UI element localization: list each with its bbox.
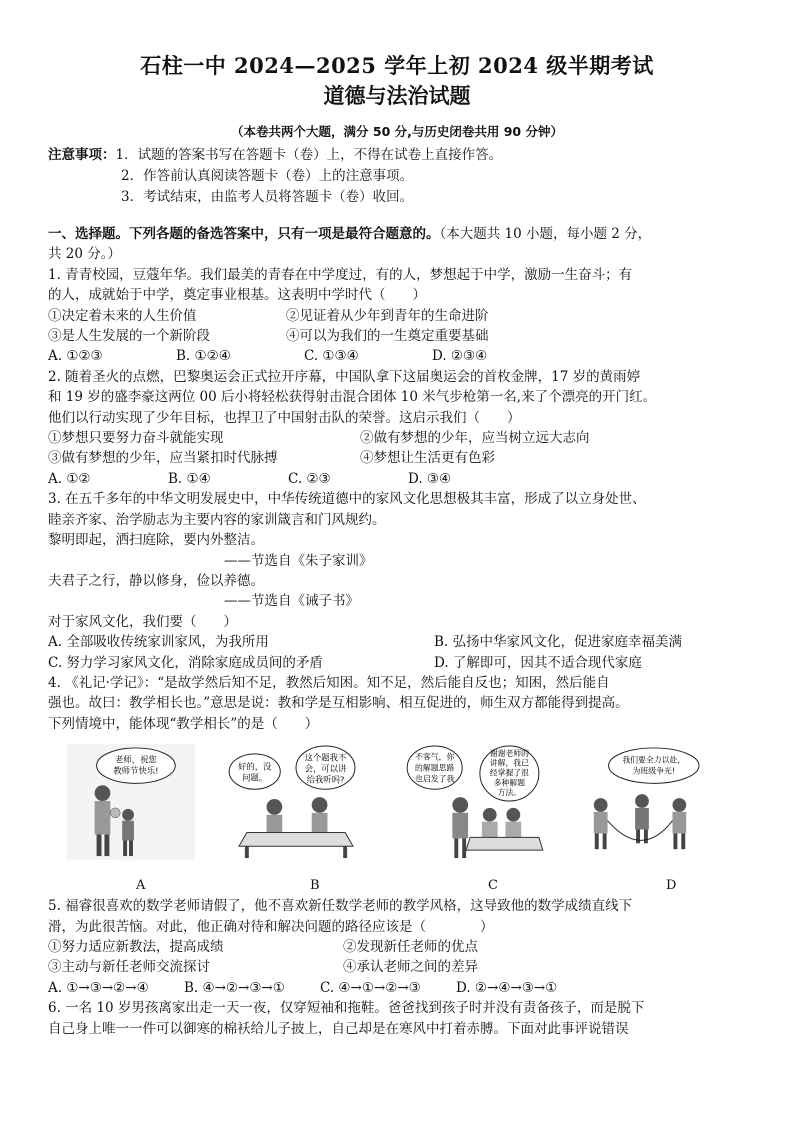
bubble-text: 的解题思路	[415, 763, 455, 773]
bubble-text: 我们要全力以赴，	[622, 755, 686, 765]
q4-stem: 强也。故曰：教学相长也。”意思是说：教和学是互相影响、相互促进的，师生双方都能得到提高。	[48, 695, 629, 712]
bubble-text: 老师，祝您	[115, 754, 157, 765]
q5-statements	[48, 937, 754, 978]
q5-stem: 5. 福睿很喜欢的数学老师请假了，他不喜欢新任数学老师的教学风格，这导致他的数学成绩直线下	[48, 898, 633, 915]
bubble-text: 多种解题	[493, 778, 526, 788]
q4-labels	[48, 876, 754, 896]
q2-statements	[48, 428, 754, 469]
section-heading-line2: 共 20 分。）	[48, 246, 122, 263]
section-heading	[48, 224, 754, 244]
bubble-text: 这个题我不	[304, 752, 347, 763]
label-b: B	[310, 878, 320, 894]
q1-stem: 1. 青青校园，豆蔻年华。我们最美的青春在中学度过，有的人，梦想起于中学，激励一生奋斗；有	[48, 266, 633, 283]
bubble-text: 方法。	[497, 788, 522, 798]
q3-source: ——节选自《诫子书》	[224, 593, 359, 610]
q2-options	[48, 469, 754, 489]
bubble-text: 好的，没	[238, 761, 272, 772]
illustration-c	[404, 744, 544, 860]
label-a: A	[136, 878, 146, 894]
option-d: D. 了解即可，因其不适合现代家庭	[434, 654, 642, 671]
bubble-text: 不客气，你	[415, 752, 455, 762]
section-heading-tail: （本大题共 10 小题，每小题 2 分，	[439, 226, 652, 242]
q5-stem: 滑，为此很苦恼。对此，他正确对待和解决问题的路径应该是（ ）	[48, 918, 494, 935]
q3-quote: 夫君子之行，静以修身，俭以养德。	[48, 572, 264, 589]
statement: ④梦想让生活更有色彩	[360, 450, 495, 467]
q4-stem: 下列情境中，能体现“教学相长”的是（ ）	[48, 715, 319, 732]
option-d: D. ②→④→③→①	[456, 979, 558, 996]
statement: ①梦想只要努力奋斗就能实现	[48, 430, 224, 447]
option-d: D. ②③④	[432, 348, 488, 365]
illustration-b	[226, 744, 366, 860]
q4-stem: 4. 《礼记·学记》：“是故学然后知不足，教然后知困。知不足，然后能自反也；知困，然后能自	[48, 674, 610, 691]
statement: ②发现新任老师的优点	[343, 938, 478, 955]
option-b: B. 弘扬中华家风文化，促进家庭幸福美满	[434, 634, 683, 651]
statement: ④可以为我们的一生奠定重要基础	[286, 328, 489, 345]
bubble-text: 教师节快乐!	[113, 765, 159, 776]
label-c: C	[488, 878, 498, 894]
notice-block	[48, 145, 768, 208]
option-a: A. ①→③→②→④	[48, 979, 149, 996]
option-c: C. ①③④	[304, 348, 359, 365]
q2-stem: 和 19 岁的盛李豪这两位 00 后小将轻松获得射击混合团体 10 米气步枪第一名,来了个漂亮的开门红。	[48, 389, 657, 406]
q5-options	[48, 978, 754, 998]
q1-stem: 的人，成就始于中学，奠定事业根基。这表明中学时代（ ）	[48, 287, 426, 304]
statement: ②见证着从少年到青年的生命进阶	[286, 307, 489, 324]
option-b: B. ④→②→③→①	[184, 979, 285, 996]
q3-stem: 3. 在五千多年的中华文明发展史中，中华传统道德中的家风文化思想极其丰富，形成了以立身处世、	[48, 491, 646, 508]
section-heading-bold: 一、选择题。下列各题的备选答案中，只有一项是最符合题意的。	[48, 226, 440, 242]
label-d: D	[666, 878, 677, 894]
q3-ask: 对于家风文化，我们要（ ）	[48, 613, 237, 630]
bubble-text: 为班级争光!	[632, 766, 676, 776]
notice-item: 1．试题的答案书写在答题卡（卷）上，不得在试卷上直接作答。	[115, 147, 503, 163]
bubble-text: 也启发了我	[415, 774, 455, 784]
statement: ①决定着未来的人生价值	[48, 307, 197, 324]
exam-title: 石柱一中 2024—2025 学年上初 2024 级半期考试	[140, 53, 654, 78]
exam-subject: 道德与法治试题	[323, 83, 471, 108]
q1-options	[48, 346, 754, 366]
q3-options	[48, 632, 754, 673]
notice-item: 3．考试结束，由监考人员将答题卡（卷）收回。	[121, 189, 414, 205]
bubble-text: 谢谢老师的	[489, 748, 530, 758]
exam-content	[48, 224, 754, 1039]
q1-statements	[48, 306, 754, 347]
statement: ①努力适应新教法，提高成绩	[48, 938, 224, 955]
option-a: A. ①②	[48, 470, 91, 487]
notice-label: 注意事项：	[48, 147, 116, 163]
q3-stem: 睦亲齐家、治学励志为主要内容的家训箴言和门风规约。	[48, 511, 386, 528]
option-b: B. ①②④	[176, 348, 231, 365]
bubble-text: 给我听吗?	[306, 774, 345, 785]
statement: ④承认老师之间的差异	[343, 959, 478, 976]
option-b: B. ①④	[168, 470, 211, 487]
option-c: C. ②③	[288, 470, 331, 487]
q2-stem: 2. 随着圣火的点燃，巴黎奥运会正式拉开序幕，中国队拿下这届奥运会的首枚金牌，17 岁的黄雨婷	[48, 368, 641, 385]
option-d: D. ③④	[408, 470, 452, 487]
exam-note: （本卷共两个大题，满分 50 分,与历史闭卷共用 90 分钟）	[231, 124, 563, 139]
option-a: A. ①②③	[48, 348, 103, 365]
bubble-text: 问题。	[242, 772, 268, 783]
statement: ②做有梦想的少年，应当树立远大志向	[360, 430, 590, 447]
statement: ③主动与新任老师交流探讨	[48, 959, 210, 976]
q3-source: ——节选自《朱子家训》	[224, 552, 373, 569]
bubble-text: 经掌握了很	[489, 768, 530, 778]
bubble-text: 讲解，我已	[489, 758, 530, 768]
statement: ③做有梦想的少年，应当紧扣时代脉搏	[48, 450, 278, 467]
q4-illustrations	[48, 744, 754, 872]
option-c: C. 努力学习家风文化，消除家庭成员间的矛盾	[48, 654, 323, 671]
q6-stem: 自己身上唯一一件可以御寒的棉袄给儿子披上，自己却是在寒风中打着赤膊。下面对此事评说错误	[48, 1020, 629, 1037]
q2-stem: 他们以行动实现了少年目标，也捍卫了中国射击队的荣誉。这启示我们（ ）	[48, 409, 521, 426]
illustration-a	[66, 744, 196, 860]
q6-stem: 6. 一名 10 岁男孩离家出走一天一夜，仅穿短袖和拖鞋。爸爸找到孩子时并没有责备孩子，而是脱下	[48, 1000, 645, 1017]
statement: ③是人生发展的一个新阶段	[48, 328, 210, 345]
option-a: A. 全部吸收传统家训家风，为我所用	[48, 634, 269, 651]
notice-item: 2．作答前认真阅读答题卡（卷）上的注意事项。	[121, 168, 414, 184]
illustration-d	[576, 744, 706, 860]
bubble-text: 会，可以讲	[304, 763, 347, 774]
option-c: C. ④→①→②→③	[320, 979, 421, 996]
q3-quote: 黎明即起，洒扫庭除，要内外整洁。	[48, 532, 264, 549]
